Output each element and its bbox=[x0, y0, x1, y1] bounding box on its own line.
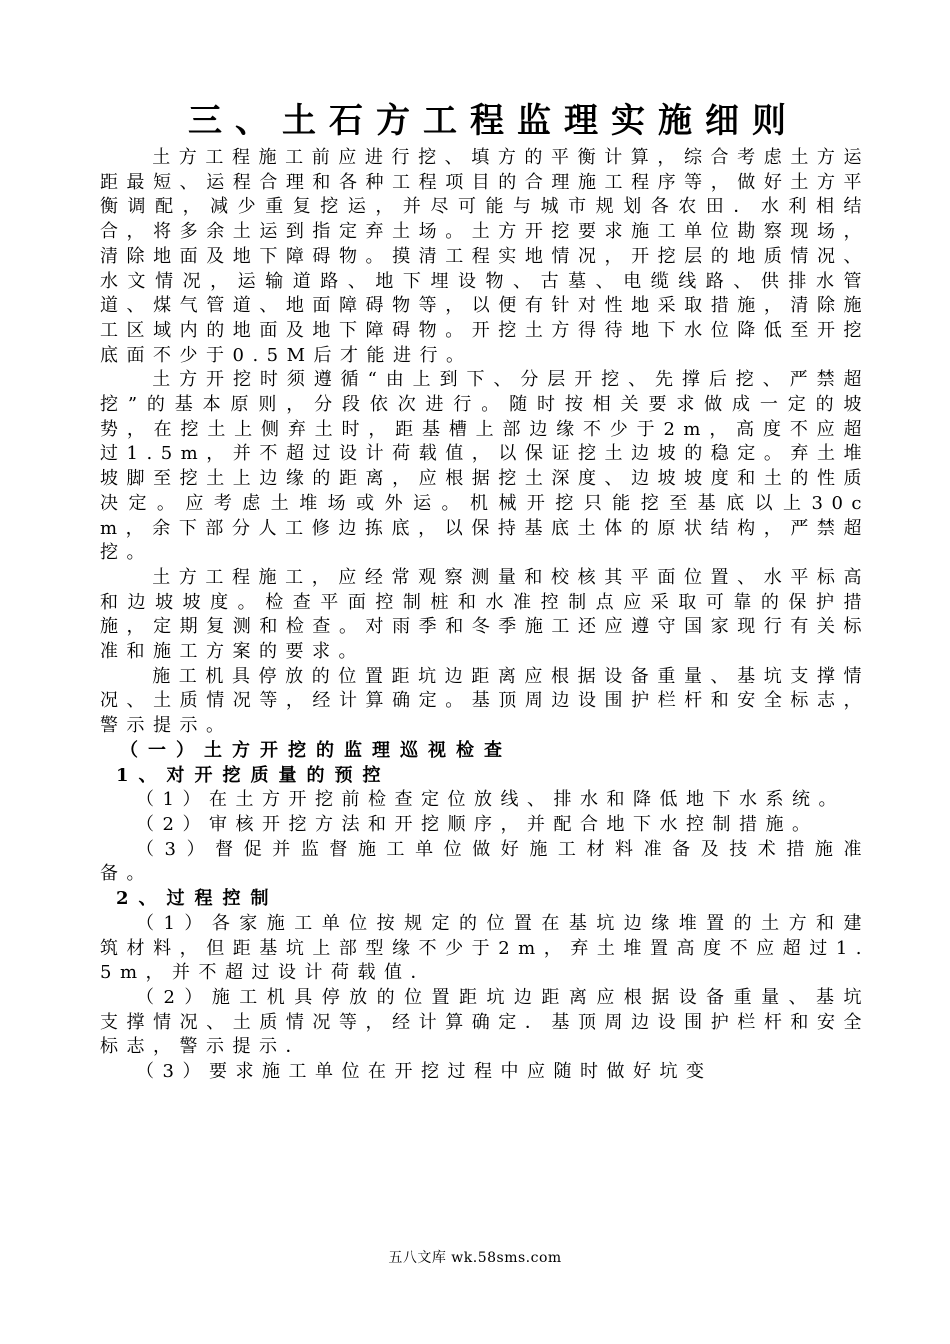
list-item: （2）施工机具停放的位置距坑边距离应根据设备重量、基坑支撑情况、土质情况等，经计算确定．基顶周边设围护栏杆和安全标志，警示提示． bbox=[100, 986, 870, 1058]
list-item: （3）要求施工单位在开挖过程中应随时做好坑变 bbox=[136, 1061, 713, 1083]
list-item: （3）督促并监督施工单位做好施工材料准备及技术措施准备。 bbox=[100, 838, 870, 885]
subsection-heading-2: 2、过程控制 bbox=[116, 888, 279, 910]
paragraph-4: 施工机具停放的位置距坑边距离应根据设备重量、基坑支撑情况、土质情况等，经计算确定。基顶周边设围护栏杆和安全标志，警示提示。 bbox=[100, 665, 870, 737]
paragraph-2: 土方开挖时须遵循“由上到下、分层开挖、先撑后挖、严禁超挖”的基本原则，分段依次进行。随时按相关要求做成一定的坡势，在挖土上侧弃土时，距基槽上部边缘不少于2m，高度不应超过1.5m，并不超过设计荷载值，以保证挖土边坡的稳定。弃土堆坡脚至挖土上边缘的距离，应根据挖土深度、边坡坡度和土的性质决定。应考虑土堆场或外运。机械开挖只能挖至基底以上30cm，余下部分人工修边拣底，以保持基底土体的原状结构，严禁超挖。 bbox=[100, 369, 870, 564]
paragraph-3: 土方工程施工，应经常观察测量和校核其平面位置、水平标高和边坡坡度。检查平面控制桩和水准控制点应采取可靠的保护措施，定期复测和检查。对雨季和冬季施工还应遵守国家现行有关标准和施工方案的要求。 bbox=[100, 566, 870, 663]
list-item: （1）在土方开挖前检查定位放线、排水和降低地下水系统。 bbox=[136, 789, 845, 811]
document-body bbox=[100, 146, 870, 1085]
footer-watermark: 五八文库 wk.58sms.com bbox=[388, 1250, 562, 1266]
section-heading-1: （一）土方开挖的监理巡视检查 bbox=[120, 739, 512, 761]
paragraph-1: 土方工程施工前应进行挖、填方的平衡计算，综合考虑土方运距最短、运程合理和各种工程项目的合理施工程序等，做好土方平衡调配，减少重复挖运，并尽可能与城市规划各农田．水利相结合，将多余土运到指定弃土场。土方开挖要求施工单位勘察现场，清除地面及地下障碍物。摸清工程实地情况，开挖层的地质情况、水文情况，运输道路、地下埋设物、古墓、电缆线路、供排水管道、煤气管道、地面障碍物等，以便有针对性地采取措施，清除施工区域内的地面及地下障碍物。开挖土方得待地下水位降低至开挖底面不少于0.5M后才能进行。 bbox=[100, 147, 870, 366]
list-item: （1）各家施工单位按规定的位置在基坑边缘堆置的土方和建筑材料，但距基坑上部型缘不少于2m，弃土堆置高度不应超过1.5m，并不超过设计荷载值． bbox=[100, 912, 870, 984]
document-title: 三、土石方工程监理实施细则 bbox=[188, 101, 799, 141]
list-item: （2）审核开挖方法和开挖顺序，并配合地下水控制措施。 bbox=[136, 813, 819, 835]
subsection-heading-1: 1、对开挖质量的预控 bbox=[116, 764, 391, 786]
